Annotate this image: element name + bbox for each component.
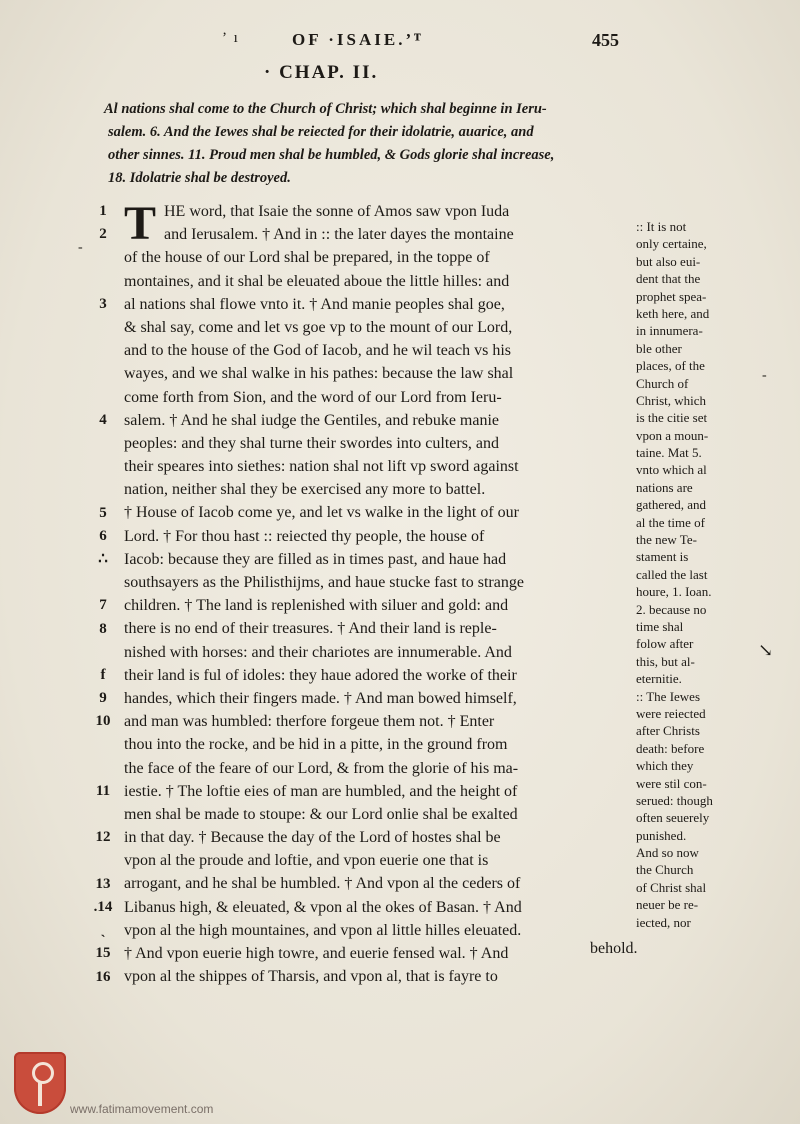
- verse-number: ˎ: [100, 922, 106, 939]
- margin-note-line: death: before: [636, 740, 705, 756]
- text-line: and to the house of the God of Iacob, and he wil teach vs his: [124, 342, 512, 360]
- text-line: and man was humbled: therfore forgeue them not. † Enter: [124, 713, 495, 731]
- margin-note-line: :: The Iewes: [636, 688, 701, 704]
- marginal-notes: [636, 218, 764, 931]
- margin-note-line: gathered, and: [636, 497, 707, 513]
- text-line: their speares into siethes: nation shal not lift vp sword against: [124, 458, 519, 476]
- verse-number: 7: [99, 597, 107, 614]
- text-line: vpon al the high mountaines, and vpon al little hilles eleuated.: [124, 921, 522, 939]
- drop-cap: T: [124, 197, 157, 250]
- margin-note-line: only certaine,: [636, 236, 707, 252]
- margin-note-line: keth here, and: [636, 305, 710, 321]
- text-line: thou into the rocke, and be hid in a pitte, in the ground from: [124, 736, 508, 754]
- verse-number: f: [100, 667, 106, 683]
- verse-number: 9: [99, 690, 107, 707]
- running-head: OF ·ISAIE.’ᵀ: [292, 30, 424, 49]
- verse-number: 5: [99, 504, 107, 521]
- text-line: vpon al the shippes of Tharsis, and vpon al, that is fayre to: [124, 968, 498, 986]
- margin-note-line: nations are: [636, 479, 693, 495]
- argument-line: Al nations shal come to the Church of Christ; which shal beginne in Ieru-: [104, 101, 547, 117]
- verse-number: 13: [95, 875, 111, 892]
- margin-note-line: serued: though: [636, 792, 713, 808]
- chapter-argument: [104, 98, 634, 190]
- margin-note-line: places, of the: [636, 358, 705, 374]
- margin-note-line: iected, nor: [636, 914, 691, 930]
- papal-keys-logo-icon: [14, 1052, 66, 1114]
- margin-note-line: which they: [636, 758, 694, 774]
- website-url[interactable]: www.fatimamovement.com: [70, 1102, 214, 1116]
- margin-note-line: called the last: [636, 566, 708, 582]
- text-line: al nations shal flowe vnto it. † And manie peoples shal goe,: [124, 295, 505, 313]
- margin-note-line: after Christs: [636, 723, 700, 739]
- verse-number: 11: [95, 783, 111, 799]
- margin-note-line: vpon a moun-: [636, 427, 709, 443]
- text-line: men shal be made to stoupe: & our Lord onlie shal be exalted: [124, 805, 518, 823]
- page-number: 455: [592, 30, 619, 50]
- margin-note-line: but also eui-: [636, 253, 701, 269]
- text-line: the face of the feare of our Lord, & from the glorie of his ma-: [124, 759, 519, 777]
- verse-number: ∴: [98, 551, 108, 567]
- margin-note-line: often seuerely: [636, 810, 710, 826]
- text-line: nished with horses: and their chariotes are innumerable. And: [124, 643, 512, 661]
- text-line: & shal say, come and let vs goe vp to the mount of our Lord,: [124, 318, 513, 336]
- verse-number: 1: [99, 203, 107, 219]
- text-line: there is no end of their treasures. † And their land is reple-: [124, 620, 497, 638]
- text-line: arrogant, and he shal be humbled. † And vpon al the ceders of: [124, 875, 521, 893]
- text-line: children. † The land is replenished with siluer and gold: and: [124, 597, 509, 615]
- margin-note-line: punished.: [636, 827, 687, 843]
- margin-note-line: ble other: [636, 340, 682, 356]
- text-line: come forth from Sion, and the word of our Lord from Ieru-: [124, 388, 502, 406]
- margin-note-line: 2. because no: [636, 601, 707, 617]
- text-line: Libanus high, & eleuated, & vpon al the okes of Basan. † And: [124, 898, 522, 916]
- argument-line: other sinnes. 11. Proud men shal be humbled, & Gods glorie shal increase,: [108, 147, 555, 163]
- margin-note-line: houre, 1. Ioan.: [636, 584, 712, 600]
- margin-tick: -: [762, 368, 767, 383]
- margin-note-line: of Christ shal: [636, 879, 707, 895]
- margin-note-line: stament is: [636, 549, 689, 565]
- text-line: † And vpon euerie high towre, and euerie fensed wal. † And: [124, 945, 509, 962]
- text-line: vpon al the proude and loftie, and vpon euerie one that is: [124, 852, 489, 870]
- margin-note-line: al the time of: [636, 514, 705, 530]
- argument-line: salem. 6. And the Iewes shal be reiected for their idolatrie, auarice, and: [108, 124, 534, 140]
- margin-note-line: neuer be re-: [636, 897, 699, 913]
- margin-note-line: vnto which al: [636, 462, 707, 478]
- text-line: southsayers as the Philisthijms, and haue stucke fast to strange: [124, 574, 524, 591]
- margin-note-line: the Church: [636, 862, 694, 878]
- text-line: Lord. † For thou hast :: reiected thy people, the house of: [124, 527, 485, 545]
- margin-note-line: this, but al-: [636, 653, 695, 669]
- margin-note-line: taine. Mat 5.: [636, 445, 702, 461]
- catchword: behold.: [590, 940, 638, 957]
- margin-note-line: in innumera-: [636, 323, 703, 339]
- margin-note-line: were stil con-: [636, 775, 707, 791]
- text-line: in that day. † Because the day of the Lord of hostes shal be: [124, 829, 501, 847]
- text-line: wayes, and we shal walke in his pathes: because the law shal: [124, 365, 514, 383]
- margin-note-line: And so now: [636, 845, 699, 861]
- text-line: peoples: and they shal turne their swordes into culters, and: [124, 434, 500, 452]
- margin-note-line: were reiected: [636, 705, 706, 721]
- margin-note-line: eternitie.: [636, 671, 682, 687]
- text-line: and Ierusalem. † And in :: the later dayes the montaine: [164, 226, 514, 244]
- margin-note-line: folow after: [636, 636, 694, 652]
- verse-number: 10: [95, 713, 111, 730]
- text-line: of the house of our Lord shal be prepared, in the toppe of: [124, 249, 490, 267]
- verse-number: 15: [95, 945, 111, 962]
- scripture-text: [124, 197, 630, 988]
- text-line: Iacob: because they are filled as in times past, and haue had: [124, 550, 507, 568]
- text-line: † House of Iacob come ye, and let vs walke in the light of our: [124, 504, 519, 522]
- margin-note-line: the new Te-: [636, 532, 697, 548]
- argument-line: 18. Idolatrie shal be destroyed.: [108, 170, 291, 186]
- verse-number: 4: [99, 411, 107, 428]
- margin-note-line: Christ, which: [636, 392, 707, 408]
- margin-tick: -: [78, 240, 83, 255]
- chapter-heading: · CHAP. II.: [264, 62, 379, 83]
- header-marks: ’ ı: [222, 30, 240, 46]
- margin-caret: ↘: [758, 640, 774, 660]
- margin-note-line: prophet spea-: [636, 288, 707, 304]
- margin-note-line: is the citie set: [636, 410, 708, 426]
- verse-number: 12: [95, 829, 111, 846]
- text-line: handes, which their fingers made. † And man bowed himself,: [124, 689, 517, 707]
- verse-number: .14: [93, 899, 113, 915]
- text-line: iestie. † The loftie eies of man are humbled, and the height of: [124, 782, 518, 800]
- text-line: their land is ful of idoles: they haue adored the worke of their: [124, 666, 517, 684]
- margin-note-line: :: It is not: [636, 219, 687, 234]
- verse-number: 8: [99, 620, 107, 637]
- verse-number: 16: [95, 968, 111, 985]
- margin-note-line: dent that the: [636, 271, 701, 287]
- verse-number: 3: [99, 295, 107, 312]
- text-line: montaines, and it shal be eleuated aboue the little hilles: and: [124, 272, 510, 290]
- text-line: HE word, that Isaie the sonne of Amos saw vpon Iuda: [164, 203, 510, 220]
- text-line: nation, neither shal they be exercised any more to battel.: [124, 481, 486, 499]
- verse-number: 2: [99, 226, 107, 243]
- margin-note-line: time shal: [636, 618, 684, 634]
- margin-note-line: Church of: [636, 375, 689, 391]
- text-line: salem. † And he shal iudge the Gentiles, and rebuke manie: [124, 411, 500, 429]
- verse-number: 6: [99, 527, 107, 544]
